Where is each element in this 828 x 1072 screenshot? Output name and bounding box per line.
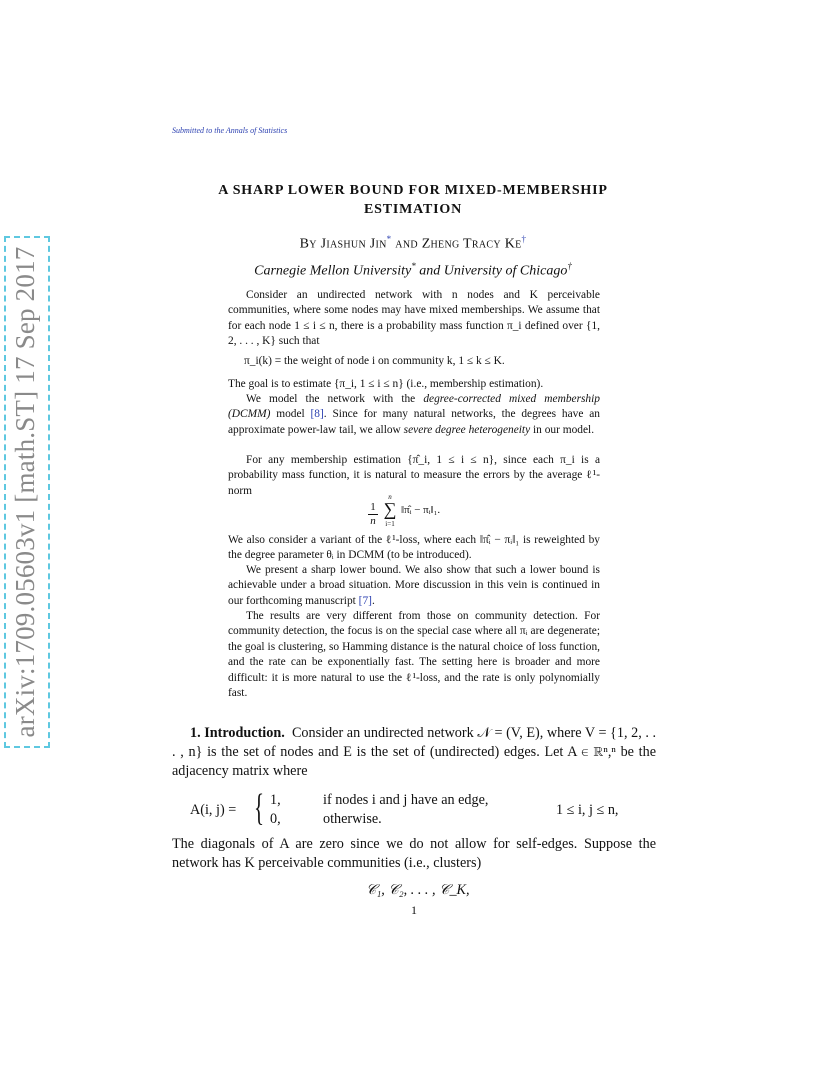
introduction-paragraph-1	[172, 724, 656, 781]
citation-8-link[interactable]: [8]	[310, 408, 324, 421]
p3-text-c: model	[276, 408, 305, 421]
p3-dcmm-term: degree-corrected mixed membership (DCMM)	[228, 393, 600, 421]
case-1-condition: if nodes i and j have an edge,	[323, 792, 489, 808]
affil-and: and	[419, 263, 441, 279]
arxiv-identifier: arXiv:1709.05603v1 [math.ST] 17 Sep 2017	[10, 246, 40, 738]
case-2-condition: otherwise.	[323, 811, 382, 827]
paper-title	[172, 181, 654, 219]
sum-term: ‖π̂ᵢ − πᵢ‖₁.	[401, 504, 441, 516]
authors-line	[172, 234, 654, 253]
authors-and: and	[395, 236, 418, 252]
abstract-equation-1: π_i(k) = the weight of node i on community k, 1 ≤ k ≤ K.	[244, 355, 505, 367]
p3-text-f: in our model.	[533, 423, 595, 436]
p3-text-a: We model the network with the	[246, 393, 416, 405]
section-heading-introduction: 1. Introduction.	[190, 725, 285, 741]
intro-text-1: Consider an undirected network 𝒩 = (V, E), where V = {1, 2, . . . , n} is the set of nodes and E is the set of (undirected) edges. Let A ∈ ℝⁿ,ⁿ be the adjacency matrix where	[172, 725, 657, 779]
abstract-paragraph-1: Consider an undirected network with n nodes and K perceivable communities, where some nodes may have mixed memberships. We assume that for each node 1 ≤ i ≤ n, there is a probability mass function π_i defined over {1, 2, . . . , K} such that	[228, 289, 600, 348]
p3-heterogeneity-term: severe degree heterogeneity	[403, 423, 531, 436]
affil-mark-1: *	[411, 261, 416, 271]
abstract-paragraph-6	[228, 563, 600, 609]
case-1-value: 1,	[270, 792, 281, 808]
p3-text-d: . Since for many natural networks, the degrees have an approximate power-law tail, we allow	[228, 408, 600, 436]
sum-upper-limit: n	[388, 493, 392, 501]
by-label: By	[299, 236, 317, 252]
author-mark-1[interactable]: *	[386, 234, 392, 244]
citation-7-link[interactable]: [7]	[358, 594, 372, 607]
adjacency-equation	[190, 787, 656, 832]
curly-brace: {	[254, 787, 265, 829]
p6-text-a: We present a sharp lower bound. We also show that such a lower bound is achievable under a broad situation. More discussion in this vein is continued in our forthcoming manuscript	[228, 564, 600, 607]
communities-equation: 𝒞₁, 𝒞₂, . . . , 𝒞_K,	[366, 882, 470, 898]
affil-mark-2: †	[567, 261, 572, 271]
affil-cmu: Carnegie Mellon University	[254, 263, 412, 279]
author-mark-2[interactable]: †	[521, 234, 527, 244]
frac-denominator: n	[370, 515, 376, 527]
p6-text-b: .	[371, 594, 375, 607]
page-number: 1	[411, 903, 417, 917]
case-2-value: 0,	[270, 811, 281, 827]
title-line-1: A SHARP LOWER BOUND FOR MIXED-MEMBERSHIP	[218, 183, 608, 198]
frac-numerator: 1	[370, 501, 376, 513]
introduction-paragraph-2: The diagonals of A are zero since we do not allow for self-edges. Suppose the network has K perceivable communities (i.e., clusters)	[172, 836, 656, 871]
author-jin: Jiashun Jin	[320, 236, 387, 252]
abstract-paragraph-5: We also consider a variant of the ℓ¹-loss, where each ‖π̂ᵢ − πᵢ‖₁ is reweighted by the degree parameter θᵢ in DCMM (to be introduced).	[228, 534, 600, 562]
journal-header: Submitted to the Annals of Statistics	[172, 126, 288, 135]
average-l1-formula	[368, 493, 488, 530]
equation-range: 1 ≤ i, j ≤ n,	[556, 802, 619, 818]
abstract-paragraph-7: The results are very different from those on community detection. For community detection, the focus is on the special case where all πᵢ are degenerate; the goal is clustering, so Hamming distance is the natural choice of loss function, and the rate can be exponentially fast. The setting here is broader and more difficult: it is more natural to use the ℓ¹-loss, and the rate is only polynomially fast.	[228, 610, 600, 700]
abstract-paragraph-3	[228, 392, 600, 438]
sigma-symbol: ∑	[383, 499, 397, 519]
affiliation-line	[172, 261, 654, 280]
affil-uchicago: University of Chicago	[443, 263, 568, 279]
title-line-2: ESTIMATION	[364, 202, 462, 217]
abstract-paragraph-4: For any membership estimation {π̂_i, 1 ≤ i ≤ n}, since each π_i is a probability mass function, it is natural to measure the errors by the average ℓ¹-norm	[228, 454, 600, 497]
abstract-paragraph-2: The goal is to estimate {π_i, 1 ≤ i ≤ n} (i.e., membership estimation).	[228, 378, 544, 390]
author-ke: Zheng Tracy Ke	[421, 236, 522, 252]
equation-lhs: A(i, j) =	[190, 802, 237, 818]
sum-lower-limit: i=1	[385, 520, 395, 528]
